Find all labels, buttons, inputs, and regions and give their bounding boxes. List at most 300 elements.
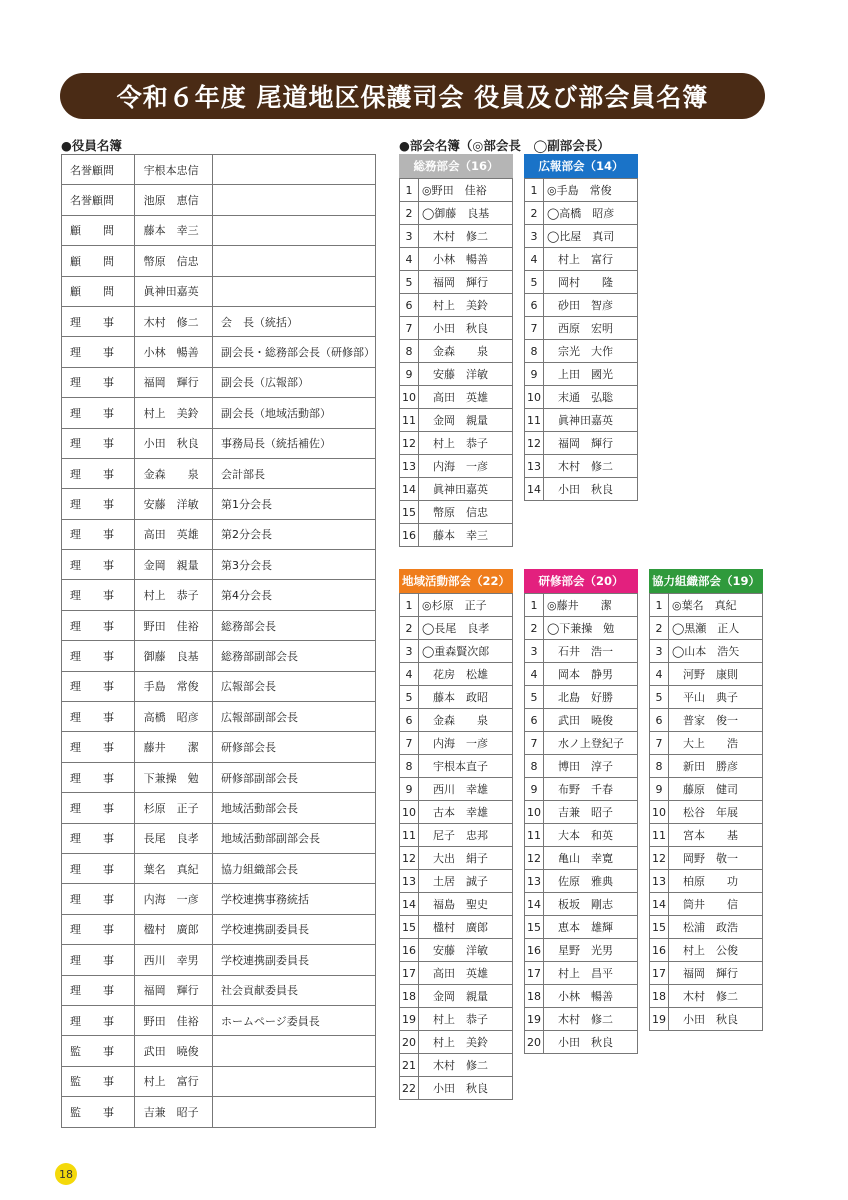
member-name: 藤本 政昭 [419,686,513,709]
member-name: 高田 英雄 [419,386,513,409]
officer-name: 福岡 輝行 [134,975,212,1005]
officer-position [213,246,376,276]
officer-row [62,215,376,245]
dept-member-row [400,824,513,847]
officer-role: 理 事 [62,823,135,853]
page-title: 令和６年度 尾道地区保護司会 役員及び部会員名簿 [60,73,765,119]
member-number: 12 [400,432,419,455]
member-number: 15 [650,916,669,939]
member-number: 17 [650,962,669,985]
officer-row [62,610,376,640]
officer-row [62,367,376,397]
dept-member-row [525,640,638,663]
officer-name: 杉原 正子 [134,793,212,823]
officer-row [62,945,376,975]
officer-name: 長尾 良孝 [134,823,212,853]
member-name: 安藤 洋敏 [419,939,513,962]
member-name: 岡本 静男 [544,663,638,686]
dept-member-row [400,985,513,1008]
member-name: 砂田 智彦 [544,294,638,317]
dept-member-row [650,801,763,824]
dept-member-table [399,178,513,547]
dept-member-row [525,962,638,985]
member-name: 布野 千春 [544,778,638,801]
member-number: 12 [400,847,419,870]
dept-member-row [525,755,638,778]
member-number: 9 [400,778,419,801]
officer-role: 理 事 [62,306,135,336]
member-number: 1 [525,179,544,202]
dept-member-row [525,386,638,409]
officer-position: 副会長（地域活動部） [213,398,376,428]
member-number: 7 [400,317,419,340]
dept-chiiki [399,569,513,1100]
dept-member-row [400,478,513,501]
officer-name: 小田 秋良 [134,428,212,458]
member-name: 岡野 敬一 [669,847,763,870]
dept-member-row [525,409,638,432]
member-name: 板坂 剛志 [544,893,638,916]
member-name: ◎藤井 潔 [544,594,638,617]
member-name: 小田 秋良 [544,1031,638,1054]
member-number: 10 [650,801,669,824]
dept-member-table [524,593,638,1054]
member-name: 古本 幸雄 [419,801,513,824]
member-number: 5 [525,686,544,709]
member-name: 小田 秋良 [669,1008,763,1031]
officer-position [213,276,376,306]
officer-row [62,155,376,185]
member-number: 15 [400,916,419,939]
dept-member-row [525,847,638,870]
dept-member-row [525,248,638,271]
member-name: 星野 光男 [544,939,638,962]
member-number: 4 [525,663,544,686]
member-number: 5 [400,686,419,709]
officer-name: 西川 幸男 [134,945,212,975]
dept-member-row [525,317,638,340]
dept-member-row [400,686,513,709]
member-name: 恵本 雄輝 [544,916,638,939]
member-number: 4 [400,663,419,686]
officer-role: 理 事 [62,853,135,883]
member-number: 14 [525,893,544,916]
dept-member-row [650,847,763,870]
dept-member-row [400,340,513,363]
member-name: 安藤 洋敏 [419,363,513,386]
member-name: ◯下兼操 勉 [544,617,638,640]
member-name: 北島 好勝 [544,686,638,709]
dept-header: 研修部会（20） [524,569,638,593]
officer-name: 手島 常俊 [134,671,212,701]
member-number: 18 [400,985,419,1008]
officer-name: 村上 富行 [134,1066,212,1096]
officer-position: 総務部会長 [213,610,376,640]
officer-row [62,428,376,458]
dept-member-row [525,594,638,617]
officer-position: 第1分会長 [213,489,376,519]
member-number: 3 [525,225,544,248]
member-name: 内海 一彦 [419,732,513,755]
officer-name: 幣原 信忠 [134,246,212,276]
member-name: 内海 一彦 [419,455,513,478]
dept-member-row [400,271,513,294]
member-number: 20 [400,1031,419,1054]
dept-member-row [650,594,763,617]
member-number: 5 [650,686,669,709]
member-name: 松谷 年展 [669,801,763,824]
member-name: ◯黒瀬 正人 [669,617,763,640]
member-number: 12 [525,847,544,870]
member-number: 17 [400,962,419,985]
officer-position: 第4分会長 [213,580,376,610]
officer-role: 理 事 [62,519,135,549]
member-number: 10 [525,801,544,824]
officer-role: 顧 問 [62,246,135,276]
dept-member-row [400,916,513,939]
member-name: 木村 修二 [544,455,638,478]
officer-position: 地域活動部会長 [213,793,376,823]
member-number: 16 [400,524,419,547]
officer-row [62,884,376,914]
member-number: 10 [400,801,419,824]
officer-name: 藤井 潔 [134,732,212,762]
officer-role: 理 事 [62,702,135,732]
member-number: 2 [525,202,544,225]
member-number: 4 [650,663,669,686]
dept-member-row [525,202,638,225]
member-number: 13 [525,870,544,893]
officer-row [62,702,376,732]
member-name: ◎手島 常俊 [544,179,638,202]
member-number: 1 [650,594,669,617]
member-number: 8 [400,340,419,363]
member-number: 18 [650,985,669,1008]
officer-position: 副会長（広報部） [213,367,376,397]
member-number: 14 [400,478,419,501]
dept-member-row [525,893,638,916]
member-name: ◎野田 佳裕 [419,179,513,202]
member-number: 14 [525,478,544,501]
dept-kenshu [524,569,638,1054]
member-name: 普家 俊一 [669,709,763,732]
officer-name: 楹村 廣郎 [134,914,212,944]
officer-position: 第3分会長 [213,550,376,580]
member-number: 2 [525,617,544,640]
officer-position: 総務部副部会長 [213,641,376,671]
departments-heading: ●部会名簿（◎部会長 ◯副部会長） [399,138,610,153]
dept-member-row [525,478,638,501]
member-number: 1 [400,594,419,617]
dept-member-row [525,271,638,294]
officer-position: 研修部副部会長 [213,762,376,792]
officer-position: 事務局長（統括補佐） [213,428,376,458]
officer-role: 理 事 [62,337,135,367]
member-name: 金森 泉 [419,709,513,732]
member-name: 西川 幸雄 [419,778,513,801]
member-number: 7 [400,732,419,755]
dept-kouhou [524,154,638,501]
dept-member-row [400,594,513,617]
dept-member-row [650,709,763,732]
officer-position: 社会貢献委員長 [213,975,376,1005]
officer-role: 理 事 [62,458,135,488]
member-name: 水ノ上登紀子 [544,732,638,755]
member-name: 大上 浩 [669,732,763,755]
member-number: 13 [400,870,419,893]
member-name: 福岡 輝行 [669,962,763,985]
dept-member-table [524,178,638,501]
dept-member-row [650,778,763,801]
dept-member-row [650,824,763,847]
member-number: 3 [650,640,669,663]
officer-name: 内海 一彦 [134,884,212,914]
dept-member-row [400,893,513,916]
member-name: 村上 昌平 [544,962,638,985]
officer-name: 高橋 昭彦 [134,702,212,732]
dept-member-row [525,801,638,824]
member-name: 福岡 輝行 [544,432,638,455]
member-number: 15 [525,916,544,939]
member-number: 8 [650,755,669,778]
member-name: 高田 英雄 [419,962,513,985]
officer-position: 広報部副部会長 [213,702,376,732]
officer-position: 第2分会長 [213,519,376,549]
officer-name: 武田 曉俊 [134,1036,212,1066]
officer-role: 理 事 [62,793,135,823]
dept-member-row [525,432,638,455]
member-number: 1 [525,594,544,617]
dept-member-row [400,455,513,478]
member-number: 14 [400,893,419,916]
officer-role: 理 事 [62,914,135,944]
dept-member-row [400,317,513,340]
member-name: 宇根本直子 [419,755,513,778]
officer-row [62,398,376,428]
officer-position: 会 長（統括） [213,306,376,336]
dept-member-row [400,1031,513,1054]
member-name: 末通 弘聡 [544,386,638,409]
member-number: 4 [525,248,544,271]
officer-row [62,580,376,610]
member-number: 19 [650,1008,669,1031]
member-name: 福島 聖史 [419,893,513,916]
officer-role: 顧 問 [62,215,135,245]
member-name: 宗光 大作 [544,340,638,363]
member-name: 村上 美鈴 [419,1031,513,1054]
officer-role: 名誉顧問 [62,185,135,215]
member-name: 福岡 輝行 [419,271,513,294]
officer-row [62,550,376,580]
officer-role: 理 事 [62,945,135,975]
dept-member-row [400,409,513,432]
dept-member-row [650,686,763,709]
officer-row [62,914,376,944]
member-name: 村上 公俊 [669,939,763,962]
member-number: 16 [400,939,419,962]
member-number: 11 [525,409,544,432]
officer-name: 金森 泉 [134,458,212,488]
officer-row [62,458,376,488]
member-number: 8 [400,755,419,778]
member-name: 木村 修二 [419,225,513,248]
member-name: 金岡 親量 [419,409,513,432]
member-name: 村上 恭子 [419,1008,513,1031]
member-number: 3 [400,225,419,248]
member-number: 21 [400,1054,419,1077]
officer-role: 理 事 [62,671,135,701]
officer-name: 葉名 真紀 [134,853,212,883]
dept-soumu [399,154,513,547]
member-number: 4 [400,248,419,271]
member-name: 小林 暢善 [544,985,638,1008]
dept-member-row [650,755,763,778]
member-name: 佐原 雅典 [544,870,638,893]
officer-name: 眞神田嘉英 [134,276,212,306]
member-number: 11 [650,824,669,847]
dept-member-row [525,1008,638,1031]
officer-table [61,154,376,1128]
member-number: 6 [525,294,544,317]
member-name: 筒井 信 [669,893,763,916]
dept-member-row [400,640,513,663]
member-name: ◯長尾 良孝 [419,617,513,640]
dept-member-row [400,663,513,686]
member-number: 9 [525,778,544,801]
officer-role: 理 事 [62,428,135,458]
member-name: 村上 美鈴 [419,294,513,317]
officer-position: 協力組織部会長 [213,853,376,883]
member-number: 16 [650,939,669,962]
dept-member-row [525,617,638,640]
dept-member-row [400,962,513,985]
member-name: 小田 秋良 [419,317,513,340]
officer-position: 学校連携事務統括 [213,884,376,914]
officers-heading: ●役員名簿 [61,138,122,153]
dept-member-row [525,225,638,248]
officer-row [62,762,376,792]
member-number: 12 [650,847,669,870]
dept-member-row [400,524,513,547]
officer-row [62,641,376,671]
member-name: 藤原 健司 [669,778,763,801]
dept-member-table [649,593,763,1031]
member-name: ◯比屋 真司 [544,225,638,248]
member-name: 花房 松雄 [419,663,513,686]
member-number: 17 [525,962,544,985]
dept-member-row [400,801,513,824]
dept-member-row [400,225,513,248]
member-number: 11 [400,824,419,847]
member-name: ◯山本 浩矢 [669,640,763,663]
page-number: 18 [55,1163,77,1185]
officer-row [62,853,376,883]
member-number: 2 [400,202,419,225]
dept-member-row [400,1008,513,1031]
dept-member-row [650,617,763,640]
member-name: 平山 典子 [669,686,763,709]
dept-member-row [525,985,638,1008]
officer-role: 理 事 [62,550,135,580]
member-number: 6 [525,709,544,732]
member-number: 7 [525,317,544,340]
dept-member-row [650,985,763,1008]
dept-member-row [400,294,513,317]
officer-role: 理 事 [62,367,135,397]
officer-row [62,1066,376,1096]
officer-name: 野田 佳裕 [134,610,212,640]
dept-member-row [400,939,513,962]
member-name: ◯重森賢次郎 [419,640,513,663]
officer-name: 木村 修二 [134,306,212,336]
dept-member-row [400,732,513,755]
officer-position: 学校連携副委員長 [213,914,376,944]
officer-position [213,185,376,215]
member-name: ◎葉名 真紀 [669,594,763,617]
officer-row [62,337,376,367]
member-name: 眞神田嘉英 [544,409,638,432]
member-number: 19 [400,1008,419,1031]
officer-role: 名誉顧問 [62,155,135,185]
dept-member-row [525,870,638,893]
dept-member-row [525,916,638,939]
member-number: 6 [650,709,669,732]
member-number: 5 [400,271,419,294]
member-number: 5 [525,271,544,294]
officer-row [62,306,376,336]
dept-member-row [650,640,763,663]
officer-row [62,519,376,549]
member-name: 木村 修二 [544,1008,638,1031]
dept-member-row [525,686,638,709]
dept-member-row [525,778,638,801]
member-number: 6 [400,709,419,732]
officer-position: 学校連携副委員長 [213,945,376,975]
officer-name: 小林 暢善 [134,337,212,367]
dept-member-row [650,939,763,962]
officer-position: ホームページ委員長 [213,1005,376,1035]
member-number: 8 [525,755,544,778]
officer-row [62,671,376,701]
dept-header: 協力組織部会（19） [649,569,763,593]
officer-role: 理 事 [62,610,135,640]
dept-member-row [650,1008,763,1031]
officer-name: 金岡 親量 [134,550,212,580]
dept-member-row [400,617,513,640]
officer-row [62,793,376,823]
officer-position [213,215,376,245]
officer-name: 御藤 良基 [134,641,212,671]
officer-role: 理 事 [62,884,135,914]
officer-role: 理 事 [62,732,135,762]
member-number: 20 [525,1031,544,1054]
officer-position [213,155,376,185]
officer-role: 理 事 [62,489,135,519]
member-name: 木村 修二 [419,1054,513,1077]
dept-member-row [400,778,513,801]
member-name: 河野 康則 [669,663,763,686]
dept-member-row [400,847,513,870]
dept-member-row [400,363,513,386]
member-name: 武田 曉俊 [544,709,638,732]
member-name: 大出 絹子 [419,847,513,870]
member-number: 14 [650,893,669,916]
dept-member-row [650,916,763,939]
dept-header: 広報部会（14） [524,154,638,178]
officer-name: 高田 英雄 [134,519,212,549]
dept-member-row [650,893,763,916]
officer-role: 監 事 [62,1036,135,1066]
